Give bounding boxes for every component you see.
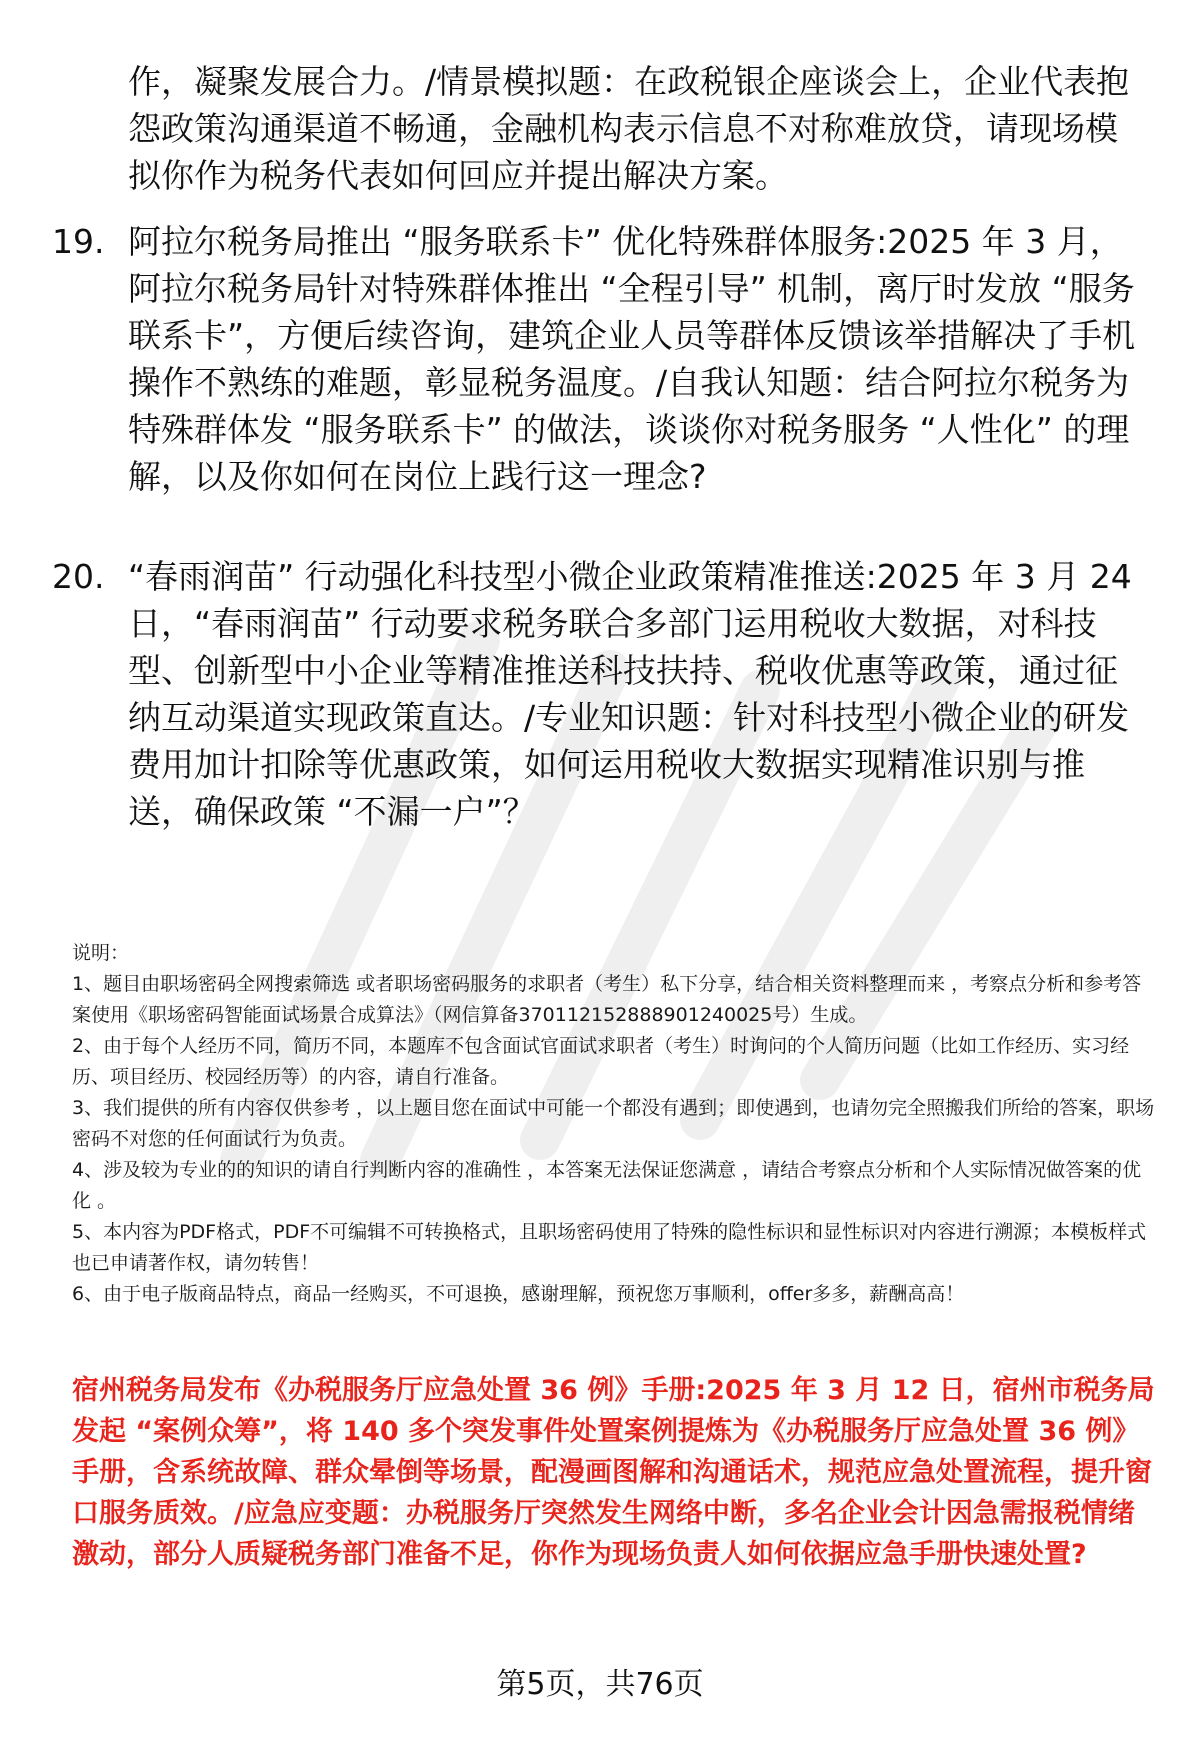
note-item: 1、题目由职场密码全网搜索筛选 或者职场密码服务的求职者（考生）私下分享，结合相关资料整理而来 ，考察点分析和参考答案使用《职场密码智能面试场景合成算法》（网信算备370112152888901240025号）生成。 (72, 973, 1142, 1026)
question-number: 19. (52, 222, 105, 261)
question-number: 20. (52, 557, 105, 596)
highlight-question: 宿州税务局发布《办税服务厅应急处置 36 例》手册:2025 年 3 月 12 日，宿州市税务局发起 “案例众筹”，将 140 多个突发事件处置案例提炼为《办税服务厅应急处置 36 例》手册，含系统故障、群众晕倒等场景，配漫画图解和沟通话术，规范应急处置流程，提升窗口服务质效。/应急应变题：办税服务厅突然发生网络中断，多名企业会计因急需报税情绪激动，部分人质疑税务部门准备不足，你作为现场负责人如何依据应急手册快速处置? (72, 1375, 1155, 1570)
note-item: 5、本内容为PDF格式，PDF不可编辑不可转换格式，且职场密码使用了特殊的隐性标识和显性标识对内容进行溯源；本模板样式也已申请著作权，请勿转售！ (72, 1221, 1147, 1274)
notes-heading: 说明： (72, 942, 130, 964)
note-item: 3、我们提供的所有内容仅供参考 ，以上题目您在面试中可能一个都没有遇到；即使遇到，也请勿完全照搬我们所给的答案，职场密码不对您的任何面试行为负责。 (72, 1097, 1155, 1150)
note-item: 2、由于每个人经历不同，简历不同，本题库不包含面试官面试求职者（考生）时询问的个人简历问题（比如工作经历、实习经历、项目经历、校园经历等）的内容，请自行准备。 (72, 1035, 1130, 1088)
note-item: 6、由于电子版商品特点，商品一经购买，不可退换，感谢理解，预祝您万事顺利，offer多多，薪酬高高！ (72, 1283, 965, 1305)
question-text: “春雨润苗” 行动强化科技型小微企业政策精准推送:2025 年 3 月 24 日，“春雨润苗” 行动要求税务联合多部门运用税收大数据，对科技型、创新型中小企业等精准推送科技扶持、税收优惠等政策，通过征纳互动渠道实现政策直达。/专业知识题：针对科技型小微企业的研发费用加计扣除等优惠政策，如何运用税收大数据实现精准识别与推送，确保政策 “不漏一户”？ (128, 557, 1132, 831)
note-item: 4、涉及较为专业的的知识的请自行判断内容的准确性 ，本答案无法保证您满意 ，请结合考察点分析和个人实际情况做答案的优化 。 (72, 1159, 1142, 1212)
question-text: 阿拉尔税务局推出 “服务联系卡” 优化特殊群体服务:2025 年 3 月，阿拉尔税务局针对特殊群体推出 “全程引导” 机制，离厅时发放 “服务联系卡”，方便后续咨询，建筑企业人员等群体反馈该举措解决了手机操作不熟练的难题，彰显税务温度。/自我认知题：结合阿拉尔税务为特殊群体发 “服务联系卡” 的做法，谈谈你对税务服务 “人性化” 的理解，以及你如何在岗位上践行这一理念? (128, 222, 1136, 496)
notes-section (72, 938, 1157, 1310)
question-18-continuation: 作，凝聚发展合力。/情景模拟题：在政税银企座谈会上，企业代表抱怨政策沟通渠道不畅通，金融机构表示信息不对称难放贷，请现场模拟你作为税务代表如何回应并提出解决方案。 (128, 62, 1130, 195)
page-footer: 第5页，共76页 (496, 1667, 704, 1702)
